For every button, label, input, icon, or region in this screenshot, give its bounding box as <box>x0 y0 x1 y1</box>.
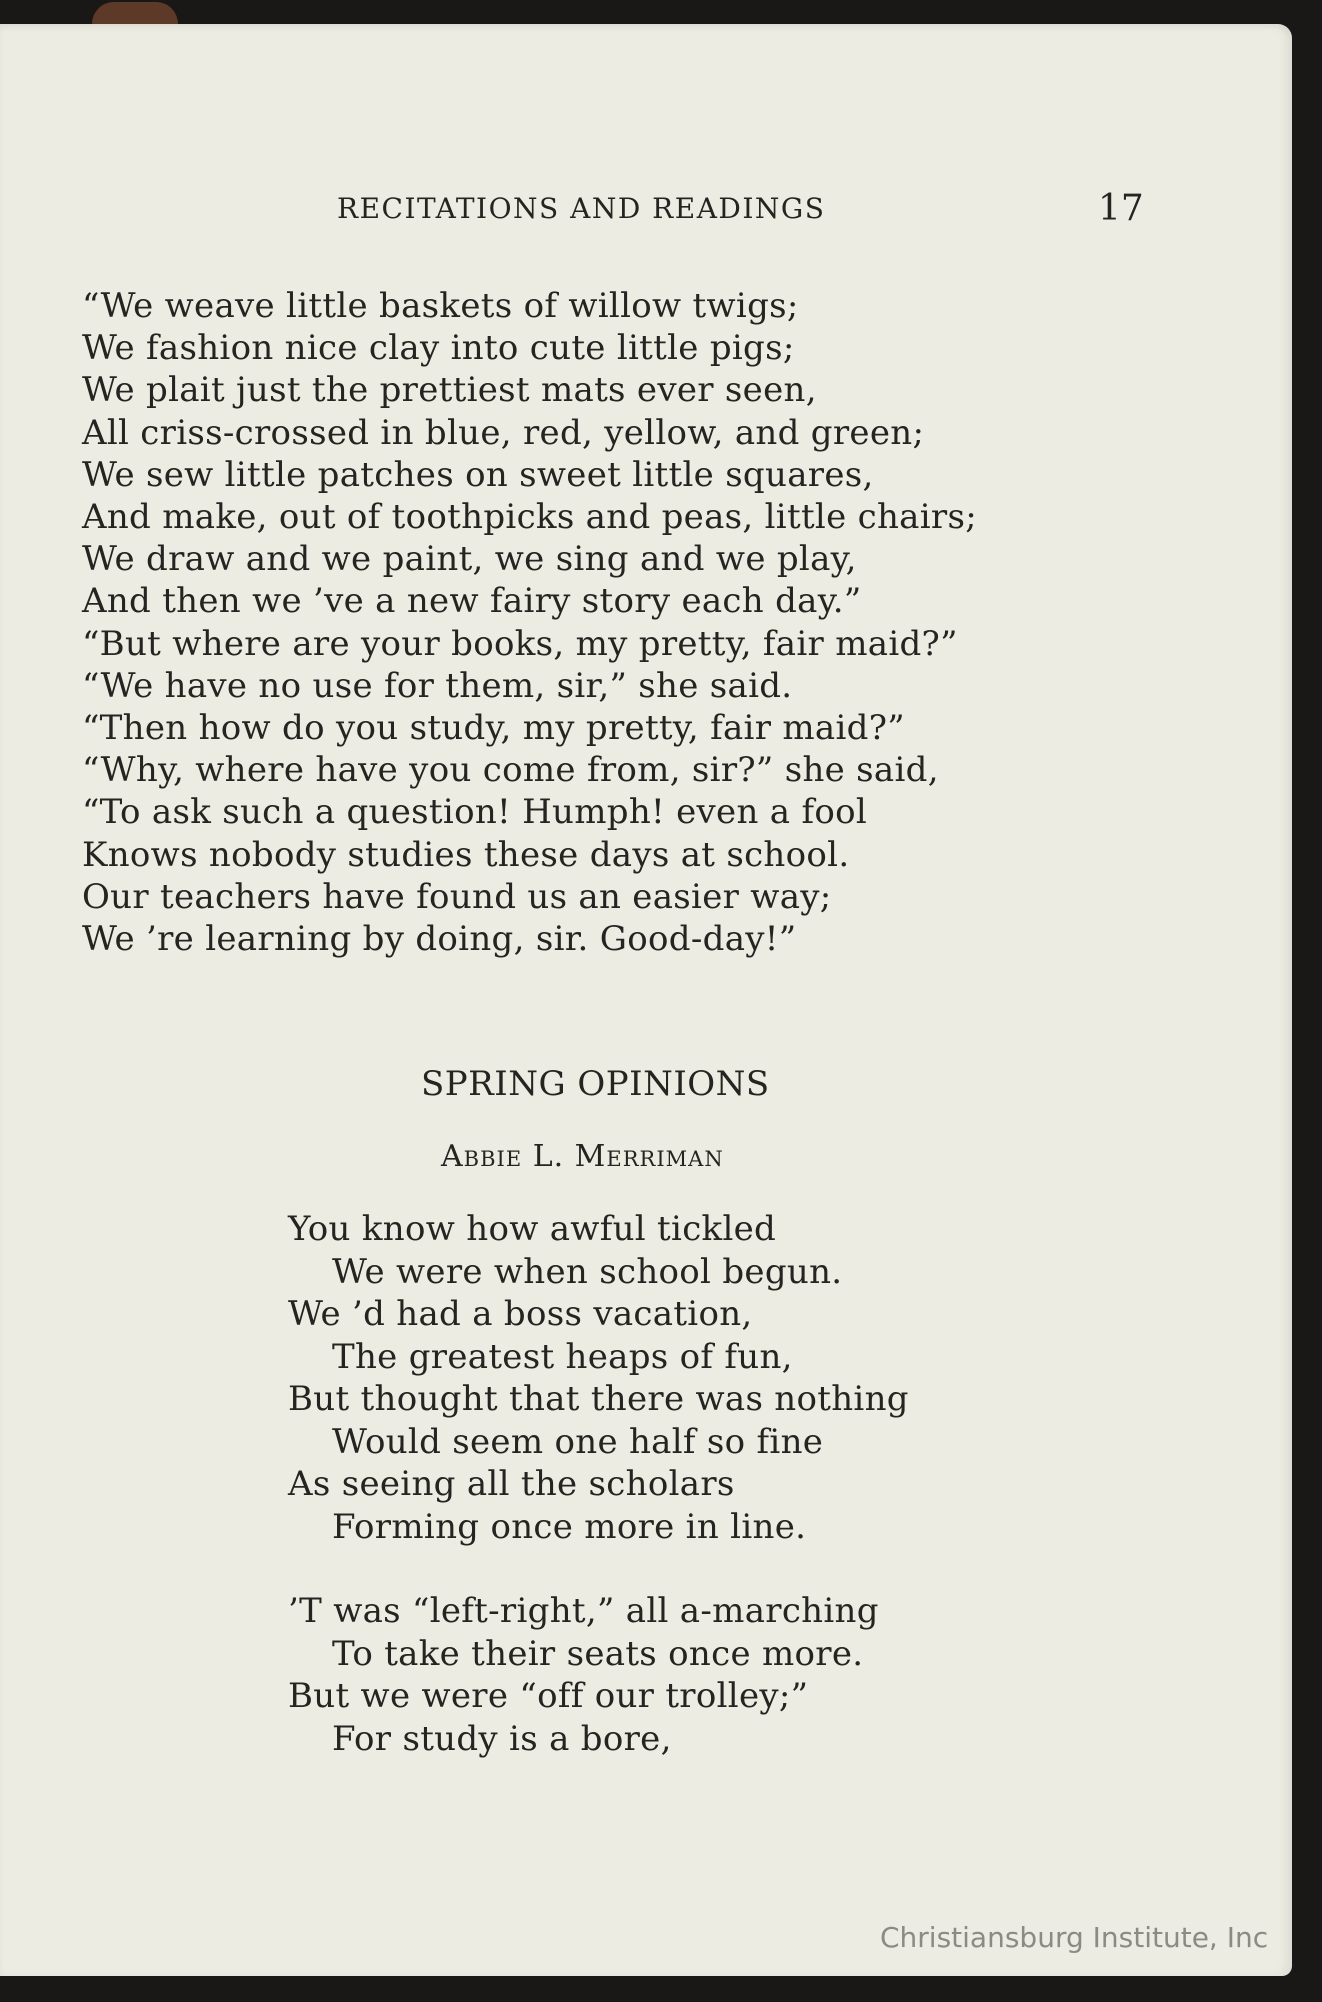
poem-spring-opinions <box>288 1208 909 1760</box>
poem-line: “Why, where have you come from, sir?” she said, <box>82 750 939 791</box>
poem-line: Knows nobody studies these days at school. <box>82 834 850 875</box>
poem-line: We plait just the prettiest mats ever seen, <box>82 370 817 411</box>
poem-line: We ’re learning by doing, sir. Good-day!” <box>82 919 797 960</box>
poem-line: ’T was “left-right,” all a-marching <box>288 1591 879 1631</box>
poem-line: We draw and we paint, we sing and we play, <box>82 539 857 580</box>
poem-line: The greatest heaps of fun, <box>332 1336 793 1377</box>
running-head: RECITATIONS AND READINGS <box>337 192 826 225</box>
poem-line: We ’d had a boss vacation, <box>288 1294 753 1334</box>
poem-line: We sew little patches on sweet little squares, <box>82 454 874 495</box>
poem-line: Would seem one half so fine <box>332 1421 824 1462</box>
poem-line: “We weave little baskets of willow twigs; <box>82 286 799 326</box>
poem-line: For study is a bore, <box>332 1718 672 1759</box>
poem-line: As seeing all the scholars <box>288 1464 735 1504</box>
poem-line: And make, out of toothpicks and peas, little chairs; <box>82 497 977 538</box>
poem-line: But we were “off our trolley;” <box>288 1676 809 1716</box>
poem-continuation <box>82 285 977 960</box>
page-number: 17 <box>1098 188 1144 229</box>
poem-author: Abbie L. Merriman <box>441 1139 724 1174</box>
poem-line: To take their seats once more. <box>332 1633 864 1674</box>
poem-title: SPRING OPINIONS <box>421 1064 770 1104</box>
poem-line: But thought that there was nothing <box>288 1379 909 1419</box>
poem-line: You know how awful tickled <box>288 1209 777 1249</box>
poem-line: “But where are your books, my pretty, fair maid?” <box>82 623 958 664</box>
poem-line: And then we ’ve a new fairy story each day.” <box>82 581 862 622</box>
poem-line: Our teachers have found us an easier way; <box>82 876 832 917</box>
watermark: Christiansburg Institute, Inc <box>880 1921 1269 1954</box>
poem-line: “To ask such a question! Humph! even a fool <box>82 792 868 833</box>
poem-line: “Then how do you study, my pretty, fair maid?” <box>82 708 905 749</box>
poem-line: “We have no use for them, sir,” she said. <box>82 665 793 706</box>
poem-line: We were when school begun. <box>332 1251 843 1292</box>
poem-line: We fashion nice clay into cute little pigs; <box>82 328 795 369</box>
ribbon-bookmark <box>92 2 178 24</box>
poem-line: Forming once more in line. <box>332 1506 807 1547</box>
book-page <box>0 24 1292 1976</box>
poem-line: All criss-crossed in blue, red, yellow, and green; <box>82 412 925 453</box>
